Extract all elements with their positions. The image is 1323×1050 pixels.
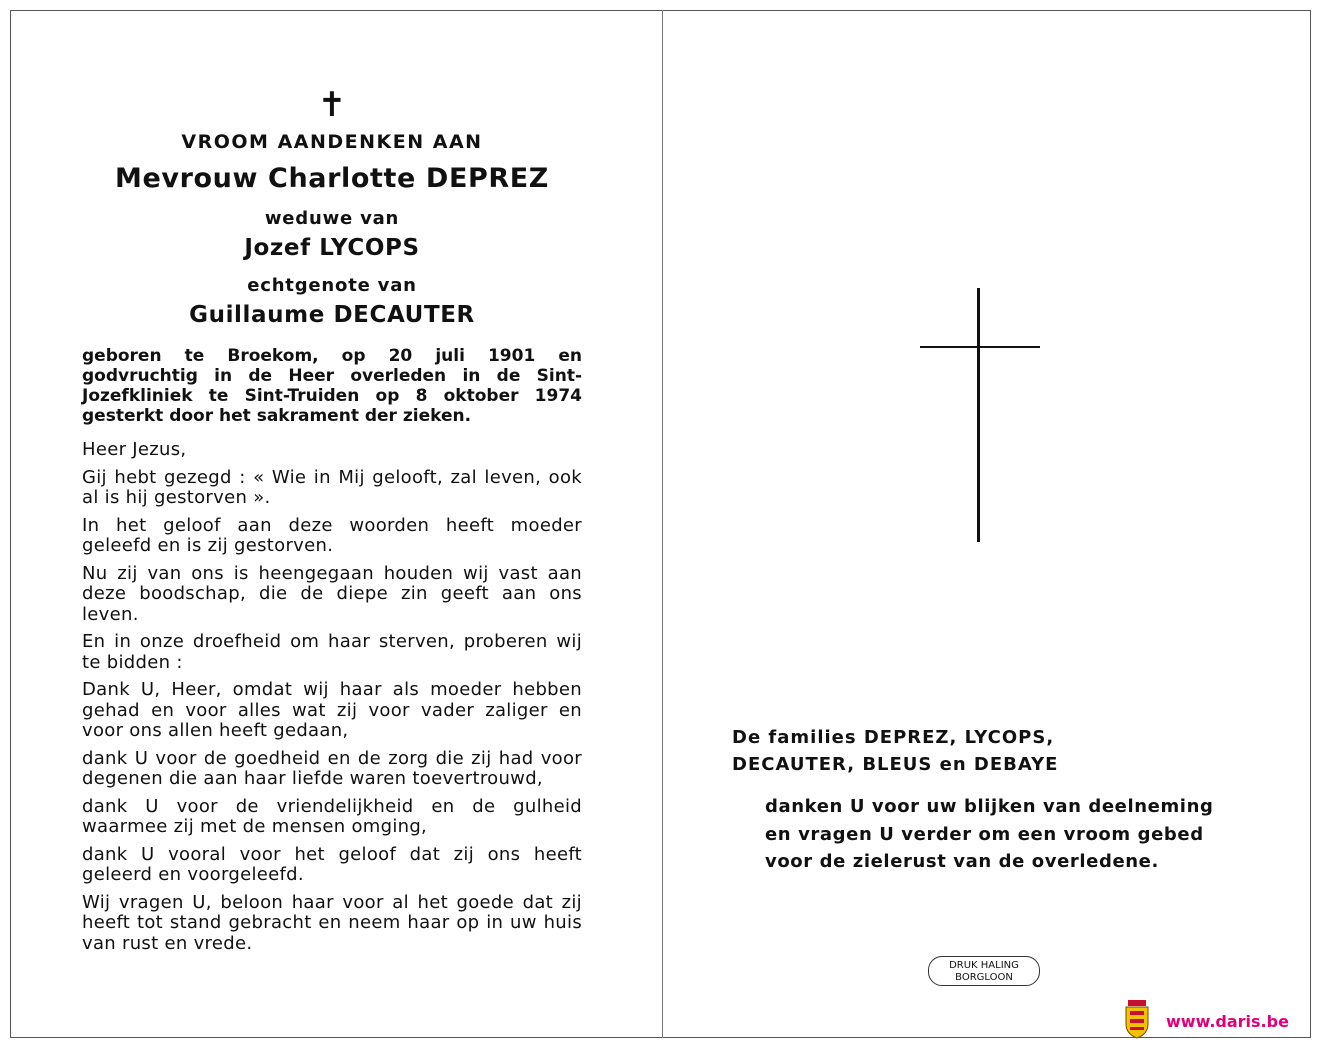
printer-town: BORGLOON (955, 972, 1013, 983)
thanks-line: danken U voor uw blijken van deelneming (765, 796, 1214, 817)
prayer-text (82, 440, 582, 954)
spouse-of-label: echtgenote van (247, 275, 417, 296)
families-line: De families DEPREZ, LYCOPS, (732, 727, 1055, 748)
widow-of-name: Jozef LYCOPS (244, 235, 420, 261)
prayer-paragraph: Wij vragen U, beloon haar voor al het goede dat zij heeft tot stand gebracht en neem haar op in uw huis van rust en vrede. (82, 891, 582, 954)
prayer-paragraph: Dank U, Heer, omdat wij haar als moeder hebben gehad en voor alles wat zij voor vader zaliger en voor ons allen heeft gedaan, (82, 679, 582, 741)
families-line: DECAUTER, BLEUS en DEBAYE (732, 754, 1059, 775)
families-block (732, 724, 1252, 778)
printer-name: DRUK HALING (949, 960, 1019, 971)
card-fold-line (662, 10, 663, 1038)
large-cross-icon (920, 288, 1040, 542)
prayer-paragraph: Gij hebt gezegd : « Wie in Mij gelooft, zal leven, ook al is hij gestorven ». (82, 466, 582, 508)
website-link[interactable]: www.daris.be (1166, 1012, 1289, 1031)
biography: geboren te Broekom, op 20 juli 1901 en godvruchtig in de Heer overleden in de Sint-Jozefkliniek te Sint-Truiden op 8 oktober 1974 gesterkt door het sakrament der zieken. (82, 346, 582, 426)
small-cross-icon: ✝ (317, 85, 347, 125)
prayer-paragraph: Heer Jezus, (82, 439, 187, 460)
thanks-line: en vragen U verder om een vroom gebed (765, 823, 1204, 845)
widow-of-label: weduwe van (264, 208, 400, 229)
prayer-paragraph: In het geloof aan deze woorden heeft moeder geleefd en is zij gestorven. (82, 514, 582, 556)
spouse-of-name: Guillaume DECAUTER (189, 302, 475, 328)
deceased-name: Mevrouw Charlotte DEPREZ (115, 163, 549, 194)
left-panel (82, 85, 582, 954)
printer-stamp (928, 956, 1040, 986)
thanks-line: voor de zielerust van de overledene. (765, 851, 1159, 872)
memorial-heading: VROOM AANDENKEN AAN (181, 131, 483, 153)
prayer-paragraph: Nu zij van ons is heengegaan houden wij vast aan deze boodschap, die de diepe zin geeft aan ons leven. (82, 562, 582, 625)
prayer-paragraph: En in onze droefheid om haar sterven, proberen wij te bidden : (82, 631, 582, 673)
prayer-paragraph: dank U voor de vriendelijkheid en de gulheid waarmee zij met de mensen omging, (82, 795, 582, 837)
coat-of-arms-icon (1122, 998, 1152, 1040)
thanks-block (765, 793, 1235, 876)
prayer-paragraph: dank U vooral voor het geloof dat zij ons heeft geleerd en voorgeleefd. (82, 843, 582, 885)
prayer-paragraph: dank U voor de goedheid en de zorg die zij had voor degenen die aan haar liefde waren toevertrouwd, (82, 747, 582, 789)
